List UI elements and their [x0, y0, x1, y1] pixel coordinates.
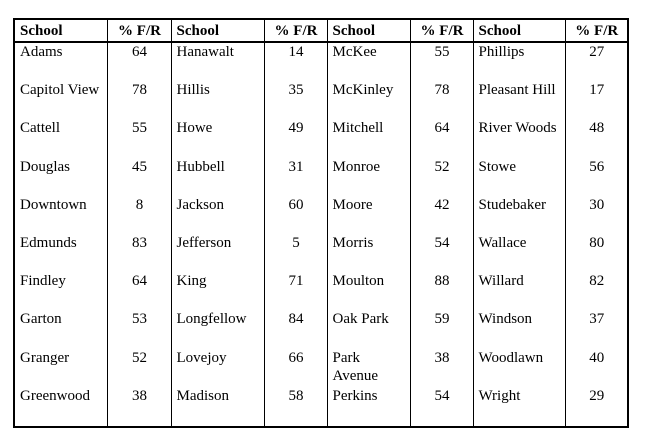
header-school: School — [473, 19, 565, 42]
percent-free-reduced-cell: 71 — [264, 272, 327, 310]
school-name-cell: Windson — [473, 310, 565, 348]
school-name-cell: Perkins — [327, 387, 410, 427]
table-row — [14, 272, 628, 310]
percent-free-reduced-cell: 83 — [107, 234, 171, 272]
school-name-cell: Madison — [171, 387, 264, 427]
percent-free-reduced-cell: 64 — [107, 42, 171, 81]
school-name-cell: Garton — [14, 310, 107, 348]
table-row — [14, 158, 628, 196]
school-name-cell: Cattell — [14, 119, 107, 157]
percent-free-reduced-cell: 38 — [410, 349, 473, 387]
school-name-cell: Park Avenue — [327, 349, 410, 387]
percent-free-reduced-cell: 78 — [410, 81, 473, 119]
school-name-cell: Capitol View — [14, 81, 107, 119]
percent-free-reduced-cell: 29 — [565, 387, 628, 427]
percent-free-reduced-cell: 14 — [264, 42, 327, 81]
percent-free-reduced-cell: 17 — [565, 81, 628, 119]
header-percent: % F/R — [264, 19, 327, 42]
school-name-cell: King — [171, 272, 264, 310]
header-percent: % F/R — [410, 19, 473, 42]
percent-free-reduced-cell: 58 — [264, 387, 327, 427]
school-name-cell: Jefferson — [171, 234, 264, 272]
school-name-cell: Stowe — [473, 158, 565, 196]
school-name-cell: Wallace — [473, 234, 565, 272]
school-name-cell: Douglas — [14, 158, 107, 196]
percent-free-reduced-cell: 45 — [107, 158, 171, 196]
table-row — [14, 387, 628, 427]
percent-free-reduced-cell: 55 — [107, 119, 171, 157]
school-name-cell: Moulton — [327, 272, 410, 310]
percent-free-reduced-cell: 49 — [264, 119, 327, 157]
header-row — [14, 19, 628, 42]
school-name-cell: Hubbell — [171, 158, 264, 196]
percent-free-reduced-cell: 38 — [107, 387, 171, 427]
percent-free-reduced-cell: 64 — [107, 272, 171, 310]
percent-free-reduced-cell: 80 — [565, 234, 628, 272]
school-name-cell: Hanawalt — [171, 42, 264, 81]
table-row — [14, 234, 628, 272]
school-name-cell: Pleasant Hill — [473, 81, 565, 119]
school-name-cell: Howe — [171, 119, 264, 157]
school-name-cell: Hillis — [171, 81, 264, 119]
school-name-cell: McKinley — [327, 81, 410, 119]
table-row — [14, 310, 628, 348]
percent-free-reduced-cell: 56 — [565, 158, 628, 196]
school-name-cell: Willard — [473, 272, 565, 310]
school-name-cell: Greenwood — [14, 387, 107, 427]
percent-free-reduced-cell: 27 — [565, 42, 628, 81]
percent-free-reduced-cell: 30 — [565, 196, 628, 234]
header-school: School — [327, 19, 410, 42]
percent-free-reduced-cell: 53 — [107, 310, 171, 348]
percent-free-reduced-cell: 35 — [264, 81, 327, 119]
table-body — [14, 42, 628, 427]
school-name-cell: Monroe — [327, 158, 410, 196]
school-name-cell: Granger — [14, 349, 107, 387]
school-name-cell: Lovejoy — [171, 349, 264, 387]
school-name-cell: Adams — [14, 42, 107, 81]
school-name-cell: Wright — [473, 387, 565, 427]
school-free-reduced-lunch-table — [13, 18, 629, 428]
school-name-cell: Findley — [14, 272, 107, 310]
table-row — [14, 119, 628, 157]
percent-free-reduced-cell: 37 — [565, 310, 628, 348]
percent-free-reduced-cell: 66 — [264, 349, 327, 387]
percent-free-reduced-cell: 55 — [410, 42, 473, 81]
percent-free-reduced-cell: 42 — [410, 196, 473, 234]
percent-free-reduced-cell: 78 — [107, 81, 171, 119]
percent-free-reduced-cell: 84 — [264, 310, 327, 348]
school-name-cell: Edmunds — [14, 234, 107, 272]
percent-free-reduced-cell: 52 — [410, 158, 473, 196]
percent-free-reduced-cell: 60 — [264, 196, 327, 234]
school-name-cell: McKee — [327, 42, 410, 81]
school-name-cell: Jackson — [171, 196, 264, 234]
school-name-cell: Moore — [327, 196, 410, 234]
table-row — [14, 81, 628, 119]
header-school: School — [171, 19, 264, 42]
percent-free-reduced-cell: 8 — [107, 196, 171, 234]
school-name-cell: Phillips — [473, 42, 565, 81]
percent-free-reduced-cell: 64 — [410, 119, 473, 157]
percent-free-reduced-cell: 31 — [264, 158, 327, 196]
percent-free-reduced-cell: 40 — [565, 349, 628, 387]
percent-free-reduced-cell: 59 — [410, 310, 473, 348]
percent-free-reduced-cell: 5 — [264, 234, 327, 272]
percent-free-reduced-cell: 48 — [565, 119, 628, 157]
school-name-cell: River Woods — [473, 119, 565, 157]
school-name-cell: Studebaker — [473, 196, 565, 234]
header-percent: % F/R — [565, 19, 628, 42]
school-name-cell: Longfellow — [171, 310, 264, 348]
percent-free-reduced-cell: 54 — [410, 234, 473, 272]
percent-free-reduced-cell: 82 — [565, 272, 628, 310]
header-school: School — [14, 19, 107, 42]
school-name-cell: Woodlawn — [473, 349, 565, 387]
school-name-cell: Mitchell — [327, 119, 410, 157]
table-row — [14, 349, 628, 387]
school-name-cell: Oak Park — [327, 310, 410, 348]
table-row — [14, 42, 628, 81]
percent-free-reduced-cell: 88 — [410, 272, 473, 310]
table-row — [14, 196, 628, 234]
school-name-cell: Morris — [327, 234, 410, 272]
table-header — [14, 19, 628, 42]
percent-free-reduced-cell: 54 — [410, 387, 473, 427]
header-percent: % F/R — [107, 19, 171, 42]
school-name-cell: Downtown — [14, 196, 107, 234]
percent-free-reduced-cell: 52 — [107, 349, 171, 387]
